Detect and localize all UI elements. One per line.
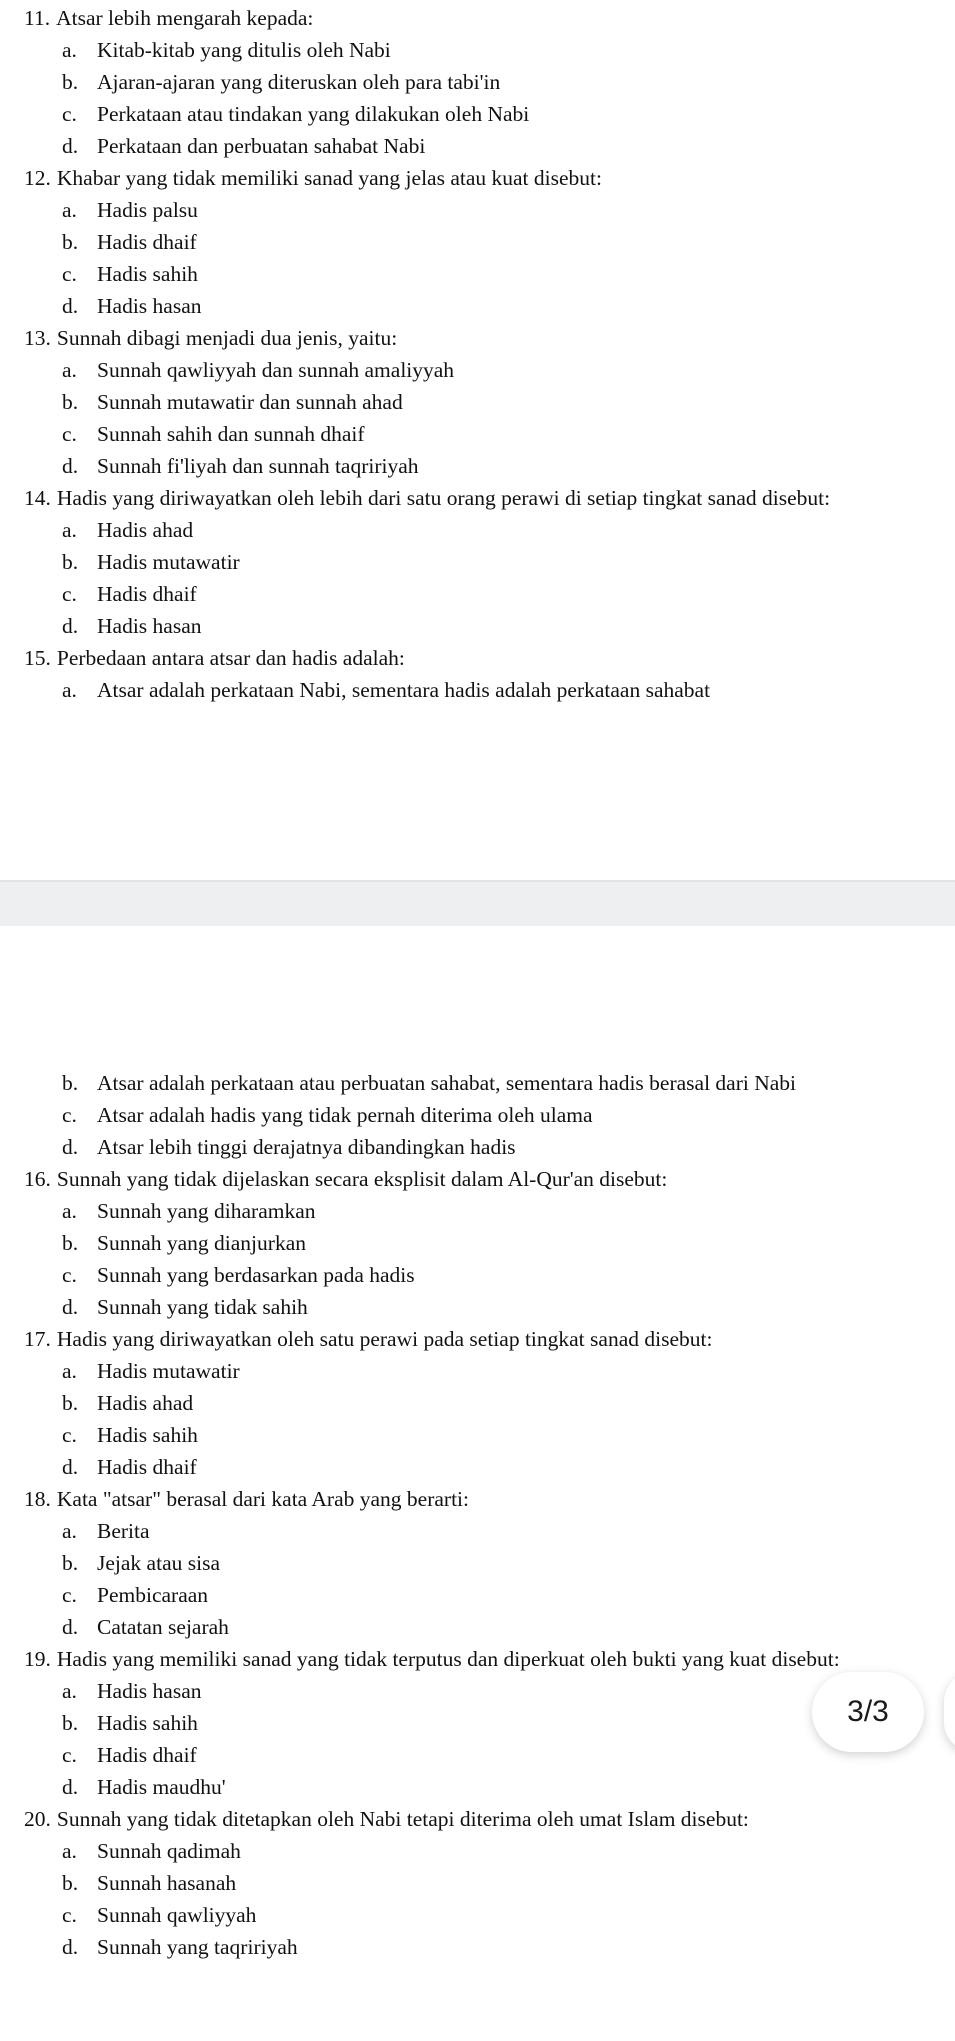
question-text: Kata "atsar" berasal dari kata Arab yang berarti: (56, 1487, 469, 1511)
option-11a (62, 37, 391, 63)
option-text: Hadis dhaif (97, 1455, 197, 1479)
option-text: Hadis hasan (97, 1679, 202, 1703)
option-text: Hadis dhaif (97, 582, 197, 606)
option-19b (62, 1710, 198, 1736)
option-letter: c. (62, 1103, 77, 1127)
option-text: Sunnah hasanah (97, 1871, 237, 1895)
option-11d (62, 133, 425, 159)
option-text: Hadis dhaif (97, 230, 197, 254)
option-20c (62, 1902, 256, 1928)
document-page-lower (0, 926, 955, 2041)
question-text: Sunnah yang tidak ditetapkan oleh Nabi tetapi diterima oleh umat Islam disebut: (56, 1807, 749, 1831)
option-text: Ajaran-ajaran yang diteruskan oleh para tabi'in (97, 70, 501, 94)
option-15a (62, 677, 710, 703)
option-text: Sunnah yang taqririyah (97, 1935, 298, 1959)
question-number: 17. (24, 1327, 51, 1351)
question-number: 18. (24, 1487, 51, 1511)
option-text: Hadis sahih (97, 1423, 198, 1447)
option-letter: b. (62, 1711, 79, 1735)
option-letter: b. (62, 1231, 79, 1255)
option-text: Sunnah yang berdasarkan pada hadis (97, 1263, 415, 1287)
option-17b (62, 1390, 193, 1416)
page-break-separator (0, 880, 955, 926)
option-letter: d. (62, 294, 79, 318)
option-17d (62, 1454, 197, 1480)
option-letter: a. (62, 38, 77, 62)
option-letter: d. (62, 1135, 79, 1159)
option-18a (62, 1518, 150, 1544)
option-14a (62, 517, 193, 543)
option-13b (62, 389, 403, 415)
question-12 (24, 165, 602, 191)
option-letter: a. (62, 1199, 77, 1223)
option-letter: d. (62, 1615, 79, 1639)
option-18b (62, 1550, 220, 1576)
question-15 (24, 645, 405, 671)
question-text: Khabar yang tidak memiliki sanad yang jelas atau kuat disebut: (56, 166, 602, 190)
option-text: Hadis maudhu' (97, 1775, 226, 1799)
option-text: Hadis hasan (97, 614, 202, 638)
option-14b (62, 549, 240, 575)
option-text: Sunnah qadimah (97, 1839, 241, 1863)
option-text: Catatan sejarah (97, 1615, 229, 1639)
question-text: Hadis yang memiliki sanad yang tidak terputus dan diperkuat oleh bukti yang kuat disebut: (56, 1647, 840, 1671)
option-text: Sunnah yang dianjurkan (97, 1231, 306, 1255)
question-19 (24, 1646, 840, 1672)
question-20 (24, 1806, 749, 1832)
question-number: 13. (24, 326, 51, 350)
option-12c (62, 261, 198, 287)
option-13d (62, 453, 419, 479)
option-14d (62, 613, 202, 639)
option-letter: c. (62, 1583, 77, 1607)
option-letter: c. (62, 582, 77, 606)
option-letter: d. (62, 1455, 79, 1479)
option-text: Sunnah sahih dan sunnah dhaif (97, 422, 365, 446)
question-number: 14. (24, 486, 51, 510)
question-18 (24, 1486, 469, 1512)
option-letter: c. (62, 1423, 77, 1447)
option-letter: a. (62, 1839, 77, 1863)
question-text: Atsar lebih mengarah kepada: (56, 6, 314, 30)
option-14c (62, 581, 197, 607)
option-letter: d. (62, 614, 79, 638)
option-text: Hadis hasan (97, 294, 202, 318)
option-letter: b. (62, 390, 79, 414)
option-letter: a. (62, 1359, 77, 1383)
question-number: 19. (24, 1647, 51, 1671)
option-letter: d. (62, 134, 79, 158)
option-letter: d. (62, 1935, 79, 1959)
option-12d (62, 293, 202, 319)
option-12a (62, 197, 198, 223)
option-letter: c. (62, 422, 77, 446)
option-letter: a. (62, 358, 77, 382)
option-letter: b. (62, 1871, 79, 1895)
option-text: Perkataan dan perbuatan sahabat Nabi (97, 134, 426, 158)
option-text: Kitab-kitab yang ditulis oleh Nabi (97, 38, 391, 62)
option-letter: a. (62, 198, 77, 222)
option-letter: a. (62, 518, 77, 542)
option-letter: b. (62, 70, 79, 94)
option-11c (62, 101, 529, 127)
option-text: Perkataan atau tindakan yang dilakukan oleh Nabi (97, 102, 530, 126)
question-17 (24, 1326, 712, 1352)
option-text: Atsar adalah hadis yang tidak pernah diterima oleh ulama (97, 1103, 593, 1127)
option-17a (62, 1358, 240, 1384)
option-15d (62, 1134, 516, 1160)
option-letter: a. (62, 1679, 77, 1703)
option-text: Hadis dhaif (97, 1743, 197, 1767)
option-letter: c. (62, 1263, 77, 1287)
option-letter: a. (62, 1519, 77, 1543)
question-number: 15. (24, 646, 51, 670)
option-letter: d. (62, 454, 79, 478)
option-16b (62, 1230, 306, 1256)
question-11 (24, 5, 313, 31)
question-13 (24, 325, 397, 351)
option-text: Hadis palsu (97, 198, 198, 222)
option-20b (62, 1870, 236, 1896)
page-indicator[interactable]: 3/3 (812, 1672, 924, 1752)
option-letter: a. (62, 678, 77, 702)
question-number: 11. (24, 6, 51, 30)
option-text: Berita (97, 1519, 150, 1543)
option-letter: c. (62, 102, 77, 126)
option-text: Hadis mutawatir (97, 550, 240, 574)
option-text: Sunnah mutawatir dan sunnah ahad (97, 390, 403, 414)
option-text: Sunnah yang tidak sahih (97, 1295, 308, 1319)
option-17c (62, 1422, 198, 1448)
option-text: Atsar lebih tinggi derajatnya dibandingkan hadis (97, 1135, 516, 1159)
option-13c (62, 421, 365, 447)
option-12b (62, 229, 197, 255)
option-letter: b. (62, 230, 79, 254)
option-18d (62, 1614, 229, 1640)
option-letter: b. (62, 1071, 79, 1095)
question-text: Hadis yang diriwayatkan oleh satu perawi pada setiap tingkat sanad disebut: (56, 1327, 713, 1351)
option-15b (62, 1070, 796, 1096)
option-letter: b. (62, 1391, 79, 1415)
question-number: 12. (24, 166, 51, 190)
question-text: Sunnah yang tidak dijelaskan secara eksplisit dalam Al-Qur'an disebut: (56, 1167, 668, 1191)
option-letter: c. (62, 262, 77, 286)
option-16c (62, 1262, 415, 1288)
option-16d (62, 1294, 308, 1320)
option-11b (62, 69, 500, 95)
option-13a (62, 357, 454, 383)
question-text: Sunnah dibagi menjadi dua jenis, yaitu: (56, 326, 398, 350)
option-text: Pembicaraan (97, 1583, 209, 1607)
option-16a (62, 1198, 316, 1224)
option-19a (62, 1678, 202, 1704)
option-19c (62, 1742, 197, 1768)
document-page-upper (0, 0, 955, 880)
question-text: Perbedaan antara atsar dan hadis adalah: (56, 646, 405, 670)
option-letter: c. (62, 1743, 77, 1767)
option-text: Sunnah qawliyyah dan sunnah amaliyyah (97, 358, 455, 382)
option-text: Hadis ahad (97, 518, 194, 542)
question-text: Hadis yang diriwayatkan oleh lebih dari satu orang perawi di setiap tingkat sanad disebut: (56, 486, 831, 510)
option-19d (62, 1774, 226, 1800)
option-text: Sunnah yang diharamkan (97, 1199, 316, 1223)
question-16 (24, 1166, 667, 1192)
option-text: Hadis sahih (97, 262, 198, 286)
option-letter: c. (62, 1903, 77, 1927)
option-20a (62, 1838, 241, 1864)
option-text: Sunnah fi'liyah dan sunnah taqririyah (97, 454, 419, 478)
option-letter: d. (62, 1295, 79, 1319)
question-number: 16. (24, 1167, 51, 1191)
option-text: Hadis sahih (97, 1711, 198, 1735)
option-letter: b. (62, 550, 79, 574)
option-text: Atsar adalah perkataan Nabi, sementara hadis adalah perkataan sahabat (97, 678, 711, 702)
option-letter: d. (62, 1775, 79, 1799)
option-letter: b. (62, 1551, 79, 1575)
option-text: Jejak atau sisa (97, 1551, 220, 1575)
option-text: Hadis ahad (97, 1391, 194, 1415)
option-20d (62, 1934, 298, 1960)
option-15c (62, 1102, 593, 1128)
option-text: Hadis mutawatir (97, 1359, 240, 1383)
question-number: 20. (24, 1807, 51, 1831)
option-text: Sunnah qawliyyah (97, 1903, 257, 1927)
option-text: Atsar adalah perkataan atau perbuatan sahabat, sementara hadis berasal dari Nabi (97, 1071, 797, 1095)
option-18c (62, 1582, 208, 1608)
question-14 (24, 485, 830, 511)
